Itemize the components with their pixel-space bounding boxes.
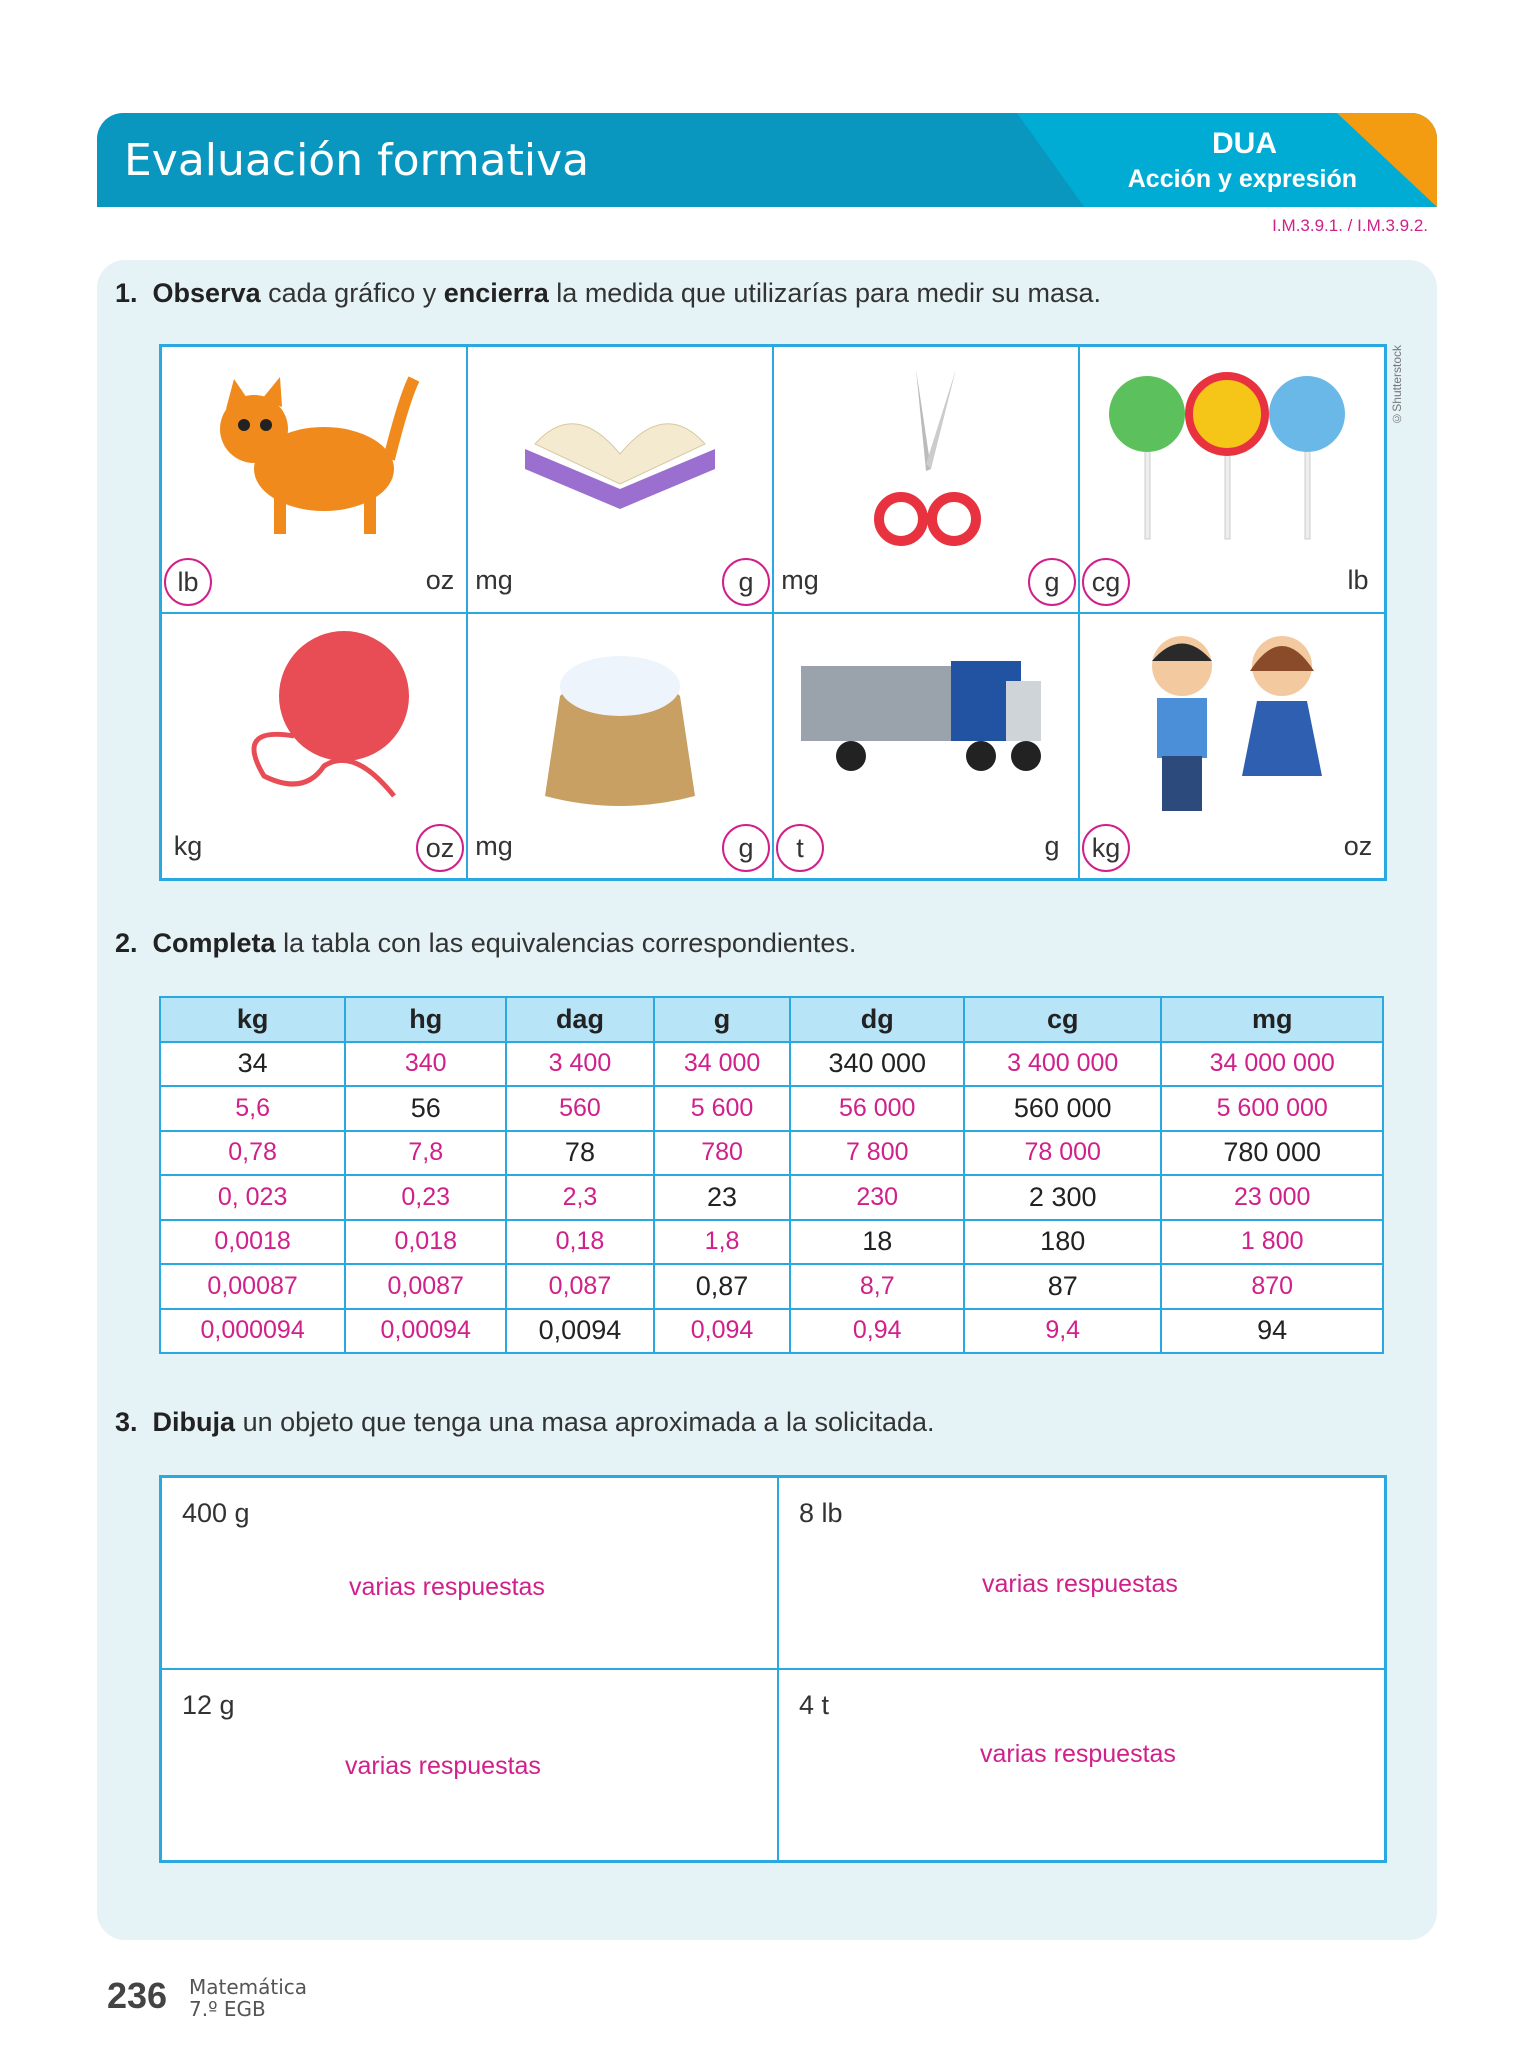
image-cell-scissors (773, 346, 1079, 613)
unit-option[interactable]: mg (475, 564, 513, 595)
answer-cell[interactable]: 0, 023 (160, 1175, 345, 1220)
table-row (160, 1086, 1383, 1131)
answer-cell[interactable]: 780 (654, 1131, 791, 1176)
answer-cell[interactable]: 0,23 (345, 1175, 506, 1220)
answer-cell[interactable]: 0,094 (654, 1309, 791, 1354)
drawing-cell[interactable]: 4 t varias respuestas (778, 1669, 1385, 1861)
given-cell: 180 (964, 1220, 1161, 1265)
answer-cell[interactable]: 1,8 (654, 1220, 791, 1265)
answer-cell[interactable]: 0,000094 (160, 1309, 345, 1354)
answer-cell[interactable]: 8,7 (790, 1264, 964, 1309)
answer-cell[interactable]: 2,3 (506, 1175, 653, 1220)
dua-badge-subtitle: Acción y expresión (1127, 165, 1357, 193)
unit-option[interactable]: g (722, 824, 770, 872)
equivalence-table (159, 996, 1384, 1354)
given-cell: 23 (654, 1175, 791, 1220)
given-cell: 0,87 (654, 1264, 791, 1309)
answer-cell[interactable]: 0,94 (790, 1309, 964, 1354)
unit-option[interactable]: kg (173, 831, 203, 861)
answer-cell[interactable]: 5,6 (160, 1086, 345, 1131)
photo-credit: ©Shutterstock (1390, 345, 1404, 426)
unit-option[interactable]: g (1028, 558, 1076, 606)
unit-option[interactable]: mg (475, 831, 513, 861)
answer-cell[interactable]: 0,018 (345, 1220, 506, 1265)
image-grid (159, 344, 1387, 881)
given-cell: 87 (964, 1264, 1161, 1309)
column-header: mg (1161, 997, 1383, 1042)
table-row (160, 1131, 1383, 1176)
question-3: 3. Dibuja un objeto que tenga una masa aproximada a la solicitada. (115, 1407, 935, 1437)
answer-cell[interactable]: 5 600 000 (1161, 1086, 1383, 1131)
table-row (160, 1175, 1383, 1220)
footer-subject: Matemática 7.º EGB (189, 1975, 308, 2021)
image-cell-yarn-ball (161, 613, 467, 880)
given-cell: 340 000 (790, 1042, 964, 1087)
given-cell: 0,0094 (506, 1309, 653, 1354)
given-cell: 94 (1161, 1309, 1383, 1354)
answer-cell[interactable]: 78 000 (964, 1131, 1161, 1176)
answer-cell[interactable]: 5 600 (654, 1086, 791, 1131)
table-row (160, 1042, 1383, 1087)
given-cell: 18 (790, 1220, 964, 1265)
answer-cell[interactable]: 34 000 (654, 1042, 791, 1087)
table-row (160, 1309, 1383, 1354)
page-title: Evaluación formativa (124, 135, 590, 186)
column-header: hg (345, 997, 506, 1042)
unit-option[interactable]: oz (425, 564, 455, 595)
answer-cell[interactable]: 3 400 000 (964, 1042, 1161, 1087)
unit-option[interactable]: lb (164, 558, 212, 606)
drawing-cell[interactable]: 12 g varias respuestas (161, 1669, 778, 1861)
answer-cell[interactable]: 34 000 000 (1161, 1042, 1383, 1087)
image-cell-sugar-sack (467, 613, 773, 880)
column-header: dg (790, 997, 964, 1042)
given-cell: 560 000 (964, 1086, 1161, 1131)
unit-option[interactable]: kg (1082, 824, 1130, 872)
image-cell-book (467, 346, 773, 613)
question-1: 1. Observa cada gráfico y encierra la medida que utilizarías para medir su masa. (115, 278, 1102, 308)
answer-cell[interactable]: 560 (506, 1086, 653, 1131)
image-cell-children (1079, 613, 1385, 880)
unit-option[interactable]: mg (781, 564, 819, 595)
column-header: kg (160, 997, 345, 1042)
table-row (160, 1264, 1383, 1309)
section-header (97, 113, 1437, 207)
image-cell-truck (773, 613, 1079, 880)
answer-cell[interactable]: 0,18 (506, 1220, 653, 1265)
answer-cell[interactable]: 3 400 (506, 1042, 653, 1087)
drawing-grid (159, 1475, 1387, 1863)
answer-cell[interactable]: 7 800 (790, 1131, 964, 1176)
answer-cell[interactable]: 340 (345, 1042, 506, 1087)
answer-cell[interactable]: 0,0087 (345, 1264, 506, 1309)
answer-cell[interactable]: 7,8 (345, 1131, 506, 1176)
image-cell-lollipops (1079, 346, 1385, 613)
drawing-cell[interactable]: 8 lb varias respuestas (778, 1477, 1385, 1669)
answer-cell[interactable]: 0,0018 (160, 1220, 345, 1265)
unit-option[interactable]: t (776, 824, 824, 872)
answer-cell[interactable]: 0,00087 (160, 1264, 345, 1309)
image-cell-cat (161, 346, 467, 613)
unit-option[interactable]: cg (1082, 558, 1130, 606)
given-cell: 780 000 (1161, 1131, 1383, 1176)
given-cell: 34 (160, 1042, 345, 1087)
unit-option[interactable]: lb (1347, 564, 1369, 595)
given-cell: 56 (345, 1086, 506, 1131)
answer-cell[interactable]: 230 (790, 1175, 964, 1220)
given-cell: 2 300 (964, 1175, 1161, 1220)
given-cell: 78 (506, 1131, 653, 1176)
table-row (160, 1220, 1383, 1265)
answer-cell[interactable]: 9,4 (964, 1309, 1161, 1354)
drawing-cell[interactable]: 400 g varias respuestas (161, 1477, 778, 1669)
unit-option[interactable]: g (722, 558, 770, 606)
answer-cell[interactable]: 870 (1161, 1264, 1383, 1309)
column-header: g (654, 997, 791, 1042)
answer-cell[interactable]: 0,087 (506, 1264, 653, 1309)
answer-cell[interactable]: 23 000 (1161, 1175, 1383, 1220)
page-number: 236 (107, 1975, 168, 2016)
column-header: dag (506, 997, 653, 1042)
column-header: cg (964, 997, 1161, 1042)
unit-option[interactable]: oz (416, 824, 464, 872)
indicator-codes: I.M.3.9.1. / I.M.3.9.2. (1272, 216, 1428, 235)
answer-cell[interactable]: 56 000 (790, 1086, 964, 1131)
answer-cell[interactable]: 1 800 (1161, 1220, 1383, 1265)
dua-badge-title: DUA (1212, 127, 1277, 160)
answer-cell[interactable]: 0,78 (160, 1131, 345, 1176)
unit-option[interactable]: oz (1343, 831, 1373, 861)
unit-option[interactable]: g (1044, 831, 1060, 861)
question-2: 2. Completa la tabla con las equivalencias correspondientes. (115, 928, 857, 958)
answer-cell[interactable]: 0,00094 (345, 1309, 506, 1354)
